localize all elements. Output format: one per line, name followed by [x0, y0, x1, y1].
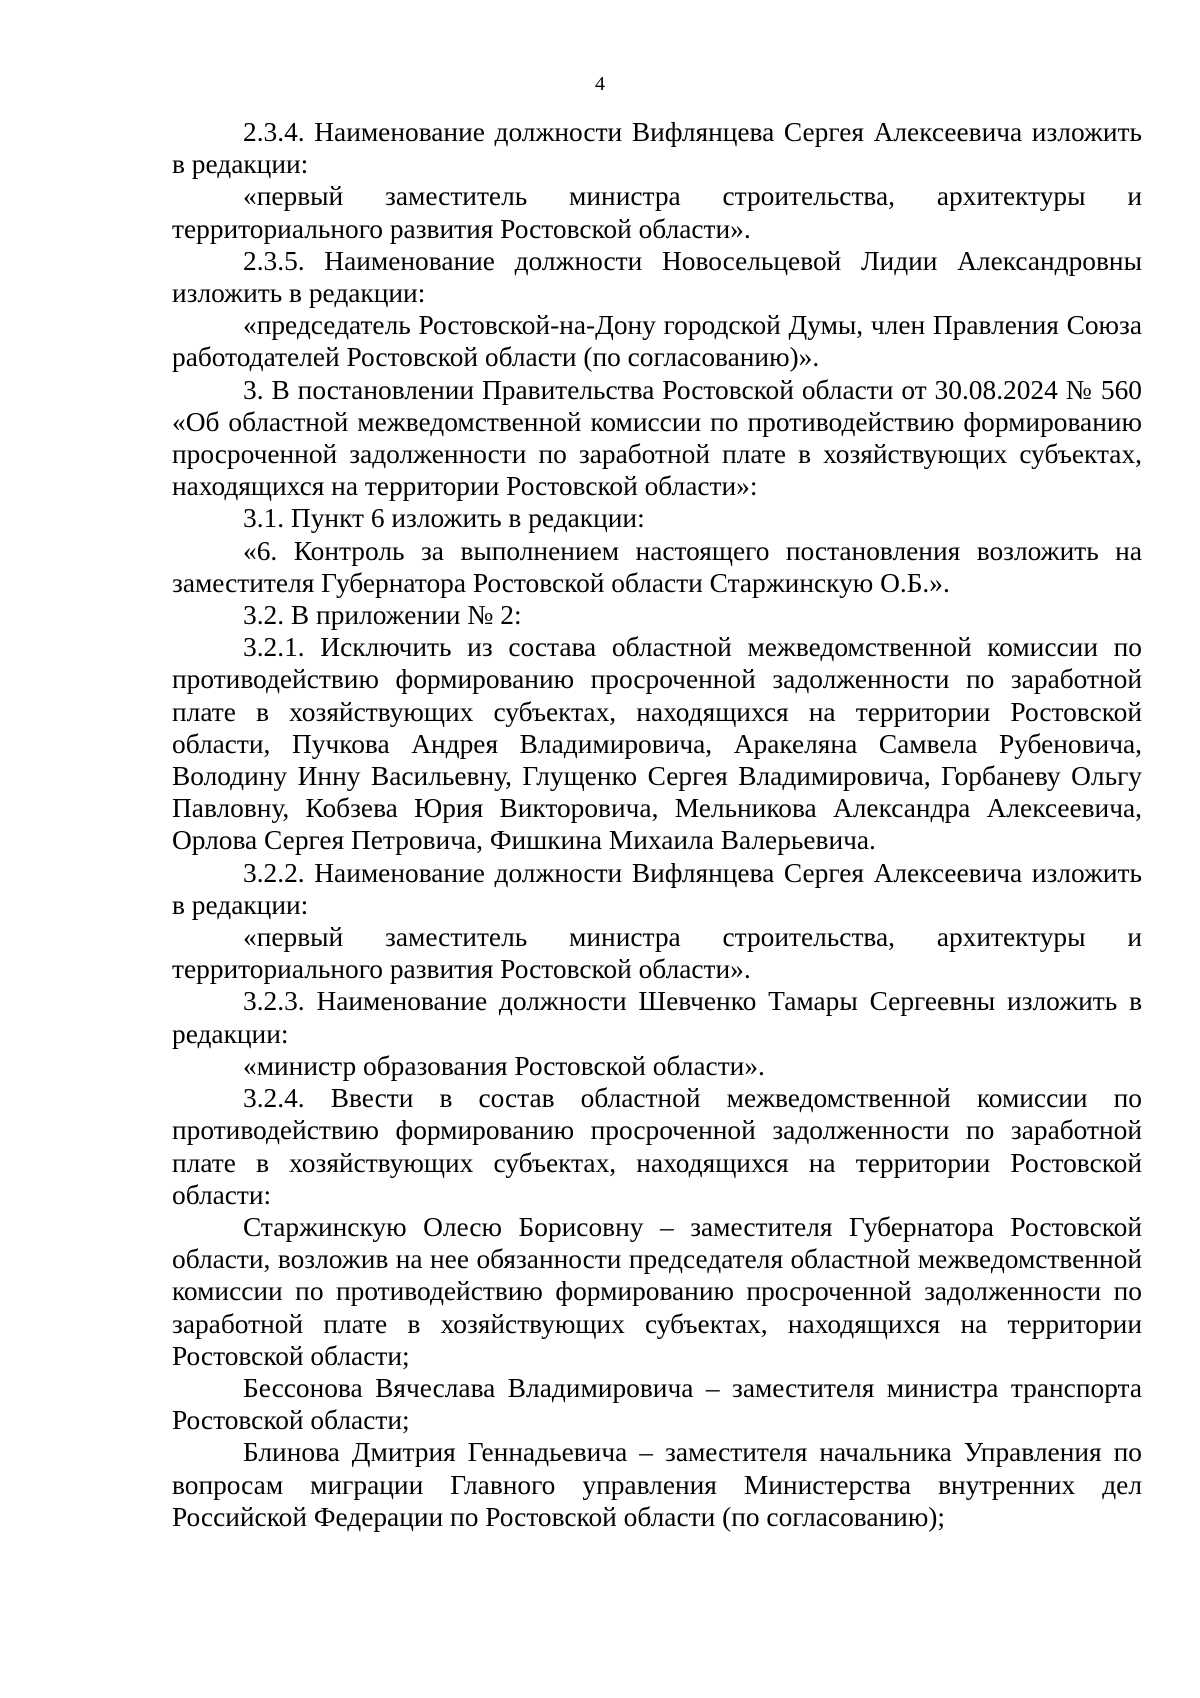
- paragraph: 3.2.3. Наименование должности Шевченко Тамары Сергеевны изложить в редакции:: [172, 986, 1142, 1049]
- paragraph: «первый заместитель министра строительства, архитектуры и территориального развития Ростовской области».: [172, 922, 1142, 985]
- paragraph: Старжинскую Олесю Борисовну – заместителя Губернатора Ростовской области, возложив на нее обязанности председателя областной межведомственной комиссии по противодействию формированию просроченной задолженности по заработной плате в хозяйствующих субъектах, находящихся на территории Ростовской области;: [172, 1211, 1142, 1371]
- paragraph: «министр образования Ростовской области».: [243, 1050, 765, 1081]
- paragraph: 3.2. В приложении № 2:: [243, 600, 522, 631]
- paragraph: 3.1. Пункт 6 изложить в редакции:: [243, 503, 645, 534]
- paragraph: «первый заместитель министра строительства, архитектуры и территориального развития Ростовской области».: [172, 181, 1142, 244]
- paragraph: 3.2.1. Исключить из состава областной межведомственной комиссии по противодействию формированию просроченной задолженности по заработной плате в хозяйствующих субъектах, находящихся на территории Ростовской области, Пучкова Андрея Владимировича, Аракеляна Самвела Рубеновича, Володину Инну Васильевну, Глущенко Сергея Владимировича, Горбаневу Ольгу Павловну, Кобзева Юрия Викторовича, Мельникова Александра Алексеевича, Орлова Сергея Петровича, Фишкина Михаила Валерьевича.: [172, 632, 1142, 856]
- document-body: [172, 116, 1142, 1533]
- paragraph: «председатель Ростовской-на-Дону городской Думы, член Правления Союза работодателей Ростовской области (по согласованию)».: [172, 310, 1142, 373]
- paragraph: 2.3.5. Наименование должности Новосельцевой Лидии Александровны изложить в редакции:: [172, 245, 1142, 309]
- paragraph: 3.2.4. Ввести в состав областной межведомственной комиссии по противодействию формированию просроченной задолженности по заработной плате в хозяйствующих субъектах, находящихся на территории Ростовской области:: [172, 1083, 1142, 1210]
- paragraph: 2.3.4. Наименование должности Вифлянцева Сергея Алексеевича изложить в редакции:: [172, 117, 1142, 180]
- page-number: 4: [595, 73, 605, 95]
- paragraph: Блинова Дмитрия Геннадьевича – заместителя начальника Управления по вопросам миграции Главного управления Министерства внутренних дел Российской Федерации по Ростовской области (по согласованию);: [172, 1437, 1142, 1532]
- paragraph: 3. В постановлении Правительства Ростовской области от 30.08.2024 № 560 «Об областной межведомственной комиссии по противодействию формированию просроченной задолженности по заработной плате в хозяйствующих субъектах, находящихся на территории Ростовской области»:: [172, 374, 1142, 502]
- paragraph: «6. Контроль за выполнением настоящего постановления возложить на заместителя Губернатора Ростовской области Старжинскую О.Б.».: [172, 535, 1142, 598]
- paragraph: 3.2.2. Наименование должности Вифлянцева Сергея Алексеевича изложить в редакции:: [172, 857, 1142, 920]
- paragraph: Бессонова Вячеслава Владимировича – заместителя министра транспорта Ростовской области;: [172, 1372, 1142, 1436]
